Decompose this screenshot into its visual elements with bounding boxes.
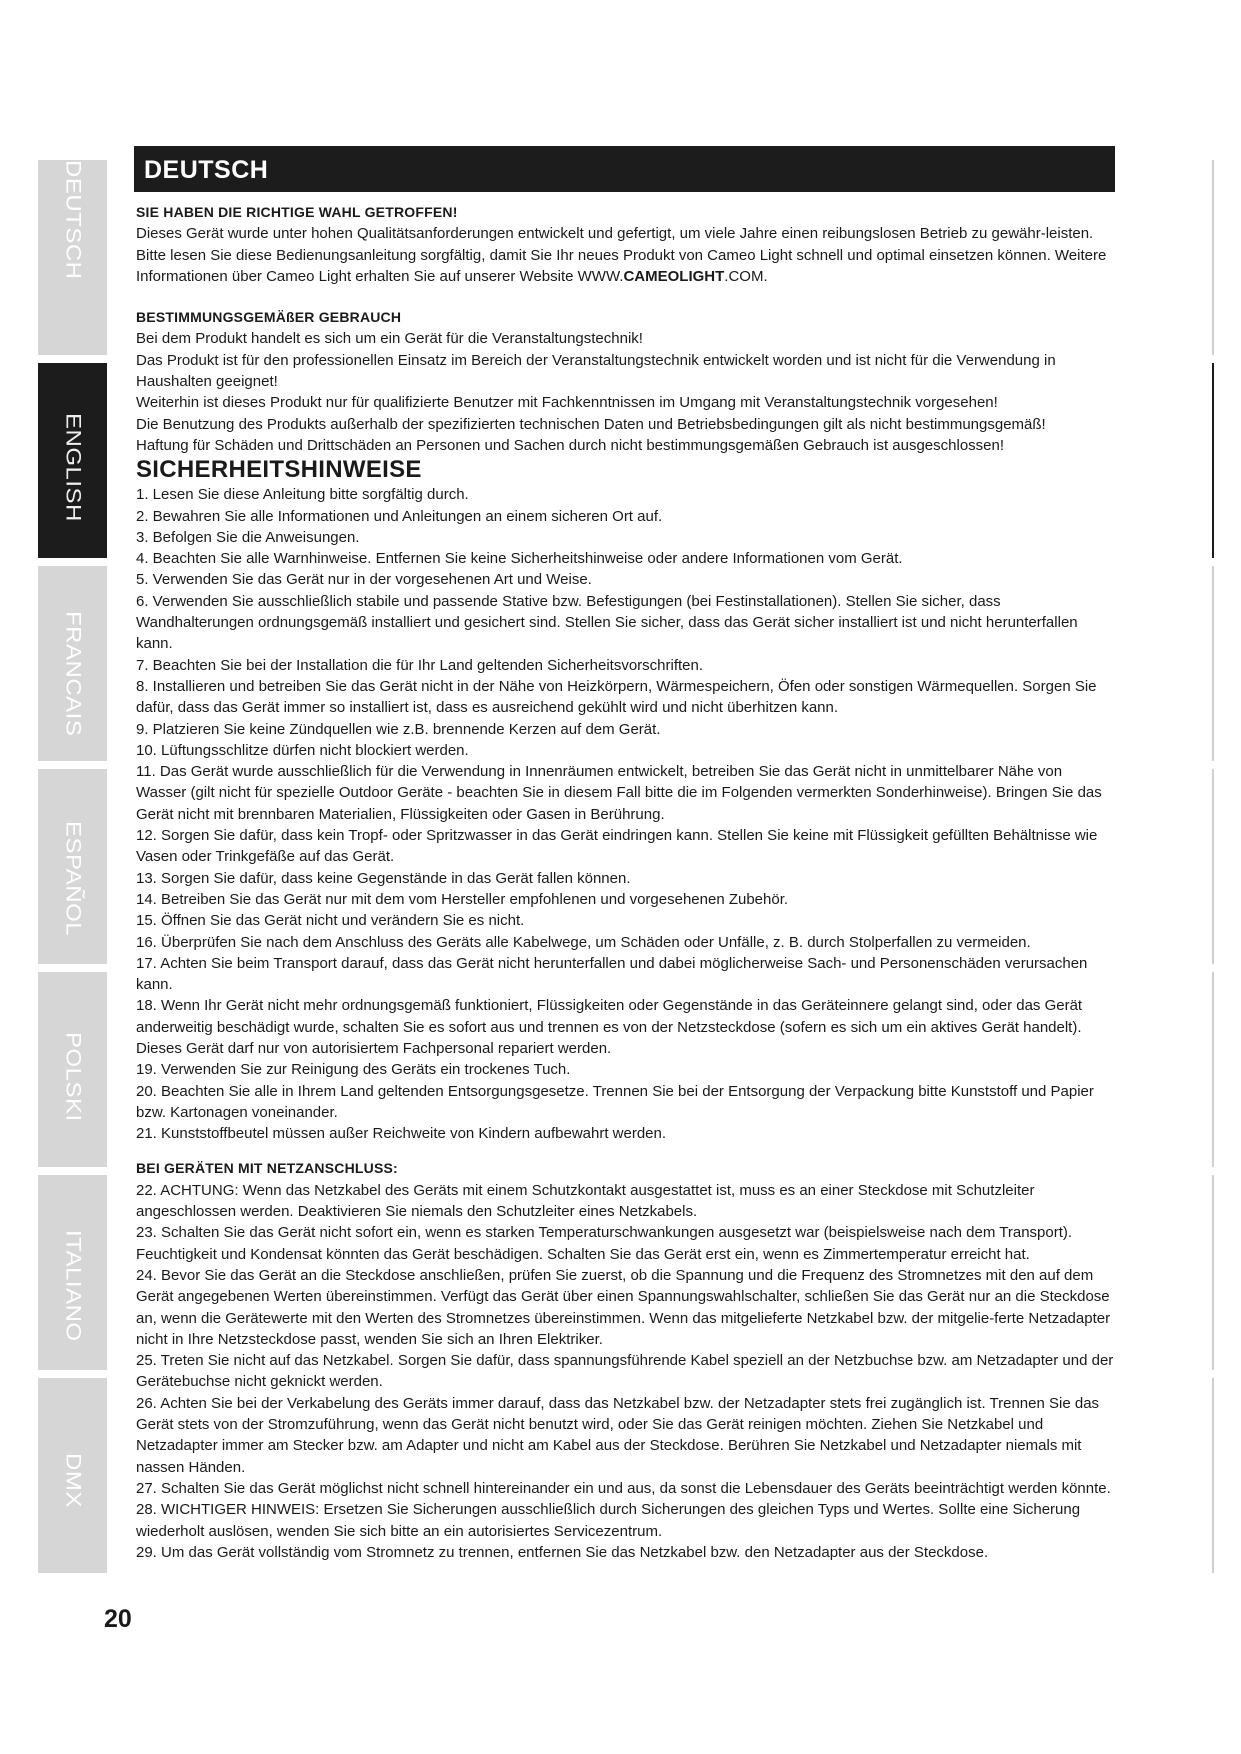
tab-label: FRANCAIS <box>60 611 86 737</box>
intro-text: Dieses Gerät wurde unter hohen Qualitätsanforderungen entwickelt und gefertigt, um viele Jahre einen reibungslosen Betrieb zu gewähr-leisten. Bitte lesen Sie diese Bedienungsanleitung sorgfältig, damit Sie Ihr neues Produkt von Cameo Light schnell und optimal einsetzen können. Weitere Informationen über Cameo Light erhalten Sie auf unserer Website WWW. <box>136 225 1107 285</box>
safety-item: 8. Installieren und betreiben Sie das Gerät nicht in der Nähe von Heizkörpern, Wärmespeichern, Öfen oder sonstigen Wärmequellen. Sorgen Sie dafür, dass das Gerät immer so installiert ist, dass es ausreichend gekühlt wird und nicht überhitzen kann. <box>136 677 1097 717</box>
safety-item: 16. Überprüfen Sie nach dem Anschluss des Geräts alle Kabelwege, um Schäden oder Unfälle, z. B. durch Stolperfallen zu vermeiden. <box>136 933 1031 951</box>
tab-dmx[interactable] <box>38 1378 107 1573</box>
tab-deutsch[interactable] <box>38 160 107 355</box>
margin-rule <box>1212 769 1214 964</box>
safety-item: 10. Lüftungsschlitze dürfen nicht blockiert werden. <box>136 741 469 759</box>
margin-rule <box>1212 566 1214 761</box>
main-content <box>136 202 1116 1563</box>
intro-heading: SIE HABEN DIE RICHTIGE WAHL GETROFFEN! <box>136 204 458 220</box>
page-number: 20 <box>104 1605 132 1633</box>
usage-line: Das Produkt ist für den professionellen Einsatz im Bereich der Veranstaltungstechnik entwickelt worden und ist nicht für die Verwendung in Haushalten geeignet! <box>136 351 1056 391</box>
tab-francais[interactable] <box>38 566 107 761</box>
margin-rule <box>1212 1378 1214 1573</box>
safety-item: 17. Achten Sie beim Transport darauf, dass das Gerät nicht herunterfallen und dabei möglicherweise Sach- und Personenschäden verursachen kann. <box>136 954 1088 994</box>
mains-heading: BEI GERÄTEN MIT NETZANSCHLUSS: <box>136 1160 398 1177</box>
safety-item: 3. Befolgen Sie die Anweisungen. <box>136 528 360 546</box>
tab-label: ESPAÑOL <box>60 821 86 937</box>
mains-item: 28. WICHTIGER HINWEIS: Ersetzen Sie Sicherungen ausschließlich durch Sicherungen des gleichen Typs und Wertes. Sollte eine Sicherung wiederholt auslösen, wenden Sie sich bitte an ein autorisiertes Servicezentrum. <box>136 1501 1081 1540</box>
tab-label: POLSKI <box>60 1032 86 1122</box>
safety-item: 14. Betreiben Sie das Gerät nur mit dem vom Hersteller empfohlenen und vorgesehenen Zubehör. <box>136 890 789 908</box>
margin-rule-active <box>1212 363 1214 558</box>
safety-item: 20. Beachten Sie alle in Ihrem Land geltenden Entsorgungsgesetze. Trennen Sie bei der Entsorgung der Verpackung bitte Kunststoff und Papier bzw. Kartonagen voneinander. <box>136 1082 1094 1121</box>
tab-label: ITALIANO <box>60 1230 86 1342</box>
safety-list <box>136 484 1116 1144</box>
mains-item: 25. Treten Sie nicht auf das Netzkabel. Sorgen Sie dafür, dass spannungsführende Kabel speziell an der Netzbuchse bzw. am Netzadapter und der Gerätebuchse nicht geknickt werden. <box>136 1352 1114 1391</box>
mains-item: 27. Schalten Sie das Gerät möglichst nicht schnell hintereinander ein und aus, da sonst die Lebensdauer des Geräts beeinträchtigt werden könnte. <box>136 1479 1111 1497</box>
tab-italiano[interactable] <box>38 1175 107 1370</box>
safety-item: 18. Wenn Ihr Gerät nicht mehr ordnungsgemäß funktioniert, Flüssigkeiten oder Gegenstände in das Geräteinnere gelangt sind, oder das Gerät anderweitig beschädigt wurde, schalten Sie es sofort aus und trennen es von der Netzsteckdose (sofern es sich um ein aktives Gerät handelt). Dieses Gerät darf nur von autorisiertem Fachpersonal repariert werden. <box>136 997 1083 1057</box>
tab-label: ENGLISH <box>60 413 86 522</box>
safety-item: 21. Kunststoffbeutel müssen außer Reichweite von Kindern aufbewahrt werden. <box>136 1125 667 1143</box>
mains-item: 29. Um das Gerät vollständig vom Stromnetz zu trennen, entfernen Sie das Netzkabel bzw. den Netzadapter aus der Steckdose. <box>136 1543 989 1561</box>
safety-item: 1. Lesen Sie diese Anleitung bitte sorgfältig durch. <box>136 486 469 504</box>
safety-item: 5. Verwenden Sie das Gerät nur in der vorgesehenen Art und Weise. <box>136 571 592 589</box>
intro-text-end: .COM. <box>724 267 768 285</box>
tab-polski[interactable] <box>38 972 107 1167</box>
mains-item: 24. Bevor Sie das Gerät an die Steckdose anschließen, prüfen Sie zuerst, ob die Spannung und die Frequenz des Stromnetzes mit den auf dem Gerät angegebenen Werten übereinstimmen. Verfügt das Gerät über einen Spannungswahlschalter, schließen Sie das Gerät nur an die Steckdose an, wenn die Gerätewerte mit den Werten des Stromnetzes übereinstimmen. Wenn das mitgelieferte Netzkabel bzw. der mitgelie-ferte Netzadapter nicht in Ihre Netzsteckdose passt, wenden Sie sich an Ihren Elektriker. <box>136 1266 1111 1348</box>
margin-rule <box>1212 1175 1214 1370</box>
safety-item: 12. Sorgen Sie dafür, dass kein Tropf- oder Spritzwasser in das Gerät eindringen kann. Stellen Sie keine mit Flüssigkeit gefüllten Behältnisse wie Vasen oder Trinkgefäße auf das Gerät. <box>136 827 1098 866</box>
safety-item: 11. Das Gerät wurde ausschließlich für die Verwendung in Innenräumen entwickelt, betreiben Sie das Gerät nicht in unmittelbarer Nähe von Wasser (gilt nicht für spezielle Outdoor Geräte - beachten Sie in diesem Fall bitte die im Folgenden vermerkten Sonderhinweise). Bringen Sie das Gerät nicht mit brennbaren Materialien, Flüssigkeiten oder Gasen in Berührung. <box>136 763 1102 823</box>
section-header-bar <box>134 146 1115 192</box>
safety-item: 7. Beachten Sie bei der Installation die für Ihr Land geltenden Sicherheitsvorschriften. <box>136 656 704 674</box>
tab-espanol[interactable] <box>38 769 107 964</box>
usage-line: Bei dem Produkt handelt es sich um ein Gerät für die Veranstaltungstechnik! <box>136 330 643 348</box>
usage-line: Weiterhin ist dieses Produkt nur für qualifizierte Benutzer mit Fachkenntnissen im Umgang mit Veranstaltungstechnik vorgesehen! <box>136 394 998 412</box>
mains-list <box>136 1180 1116 1563</box>
mains-item: 26. Achten Sie bei der Verkabelung des Geräts immer darauf, dass das Netzkabel bzw. der Netzadapter stets frei zugänglich ist. Trennen Sie das Gerät stets von der Stromzuführung, wenn das Gerät nicht benutzt wird, oder Sie das Gerät reinigen möchten. Ziehen Sie Netzkabel und Netzadapter immer am Stecker bzw. am Adapter und nicht am Kabel aus der Steckdose. Berühren Sie Netzkabel und Netzadapter niemals mit nassen Händen. <box>136 1394 1100 1476</box>
safety-heading: SICHERHEITSHINWEISE <box>136 456 422 484</box>
mains-item: 23. Schalten Sie das Gerät nicht sofort ein, wenn es starken Temperaturschwankungen ausgesetzt war (beispielsweise nach dem Transport). Feuchtigkeit und Kondensat könnten das Gerät beschädigen. Schalten Sie das Gerät erst ein, wenn es Zimmertemperatur erreicht hat. <box>136 1224 1073 1263</box>
safety-item: 2. Bewahren Sie alle Informationen und Anleitungen an einem sicheren Ort auf. <box>136 507 663 525</box>
tab-label: DEUTSCH <box>60 160 86 280</box>
safety-item: 4. Beachten Sie alle Warnhinweise. Entfernen Sie keine Sicherheitshinweise oder andere Informationen vom Gerät. <box>136 550 903 568</box>
usage-line: Haftung für Schäden und Drittschäden an Personen und Sachen durch nicht bestimmungsgemäßen Gebrauch ist ausgeschlossen! <box>136 436 1005 454</box>
margin-rule <box>1212 160 1214 355</box>
safety-item: 6. Verwenden Sie ausschließlich stabile und passende Stative bzw. Befestigungen (bei Festinstallationen). Stellen Sie sicher, dass Wandhalterungen ordnungsgemäß installiert und gesichert sind. Stellen Sie sicher, dass das Gerät sicher installiert ist und nicht herunterfallen kann. <box>136 592 1078 653</box>
safety-item: 9. Platzieren Sie keine Zündquellen wie z.B. brennende Kerzen auf dem Gerät. <box>136 720 661 738</box>
safety-item: 15. Öffnen Sie das Gerät nicht und verändern Sie es nicht. <box>136 912 525 930</box>
tab-english[interactable] <box>38 363 107 558</box>
safety-item: 13. Sorgen Sie dafür, dass keine Gegenstände in das Gerät fallen können. <box>136 869 631 887</box>
intro-paragraph <box>136 223 1116 287</box>
website-link[interactable]: CAMEOLIGHT <box>623 267 725 285</box>
margin-rule <box>1212 972 1214 1167</box>
page-title: DEUTSCH <box>144 156 269 184</box>
safety-item: 19. Verwenden Sie zur Reinigung des Geräts ein trockenes Tuch. <box>136 1061 571 1079</box>
usage-heading: BESTIMMUNGSGEMÄßER GEBRAUCH <box>136 309 402 326</box>
mains-item: 22. ACHTUNG: Wenn das Netzkabel des Geräts mit einem Schutzkontakt ausgestattet ist, muss es an einer Steckdose mit Schutzleiter angeschlossen werden. Deaktivieren Sie niemals den Schutzleiter eines Netzkabels. <box>136 1181 1035 1221</box>
tab-label: DMX <box>60 1453 86 1508</box>
usage-line: Die Benutzung des Produkts außerhalb der spezifizierten technischen Daten und Betriebsbedingungen gilt als nicht bestimmungsgemäß! <box>136 415 1046 433</box>
